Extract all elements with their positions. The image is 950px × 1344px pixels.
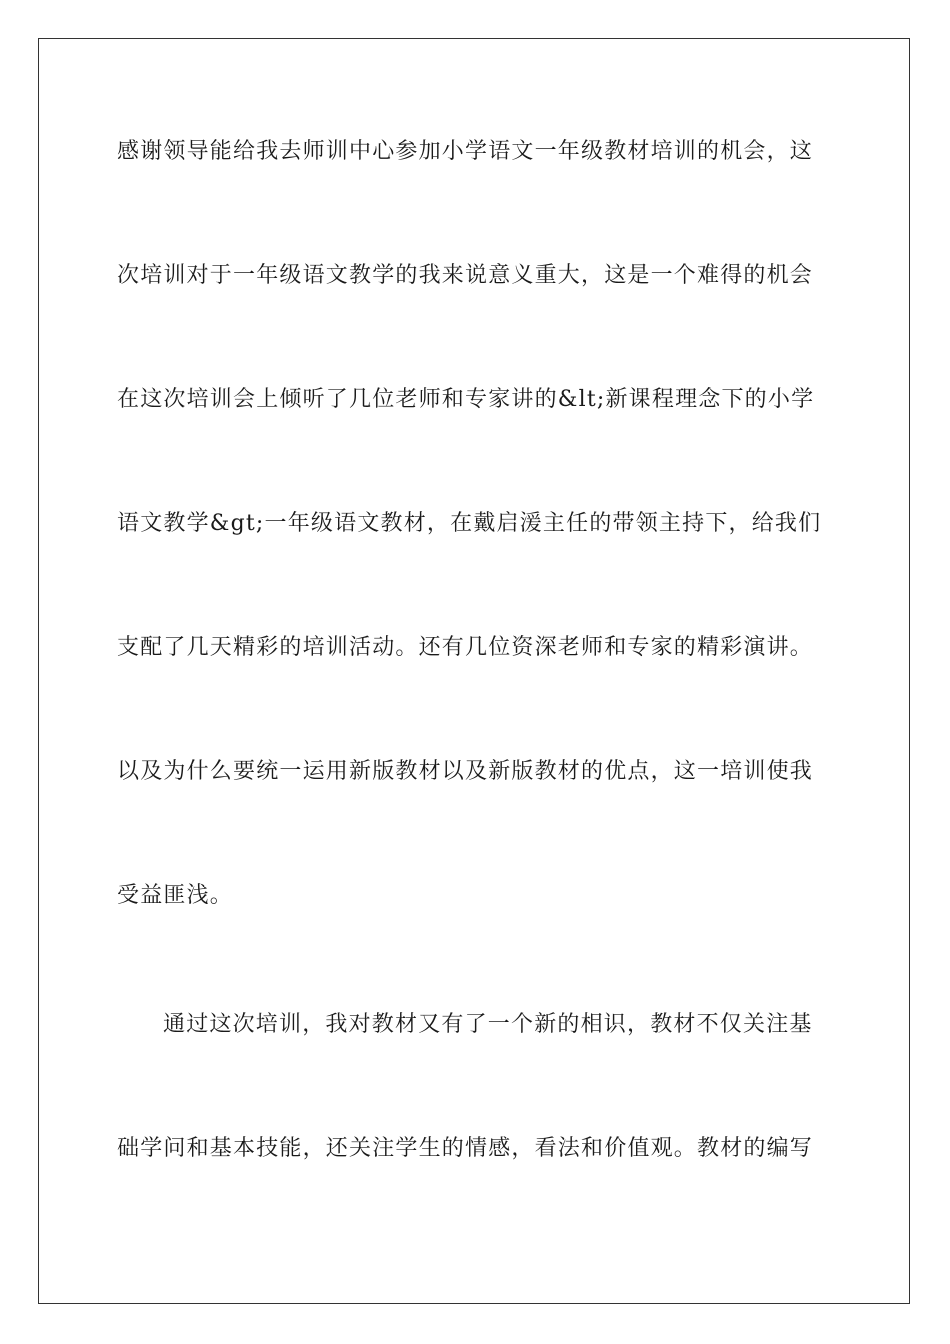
paragraph-line: 语文教学&gt;一年级语文教材，在戴启湲主任的带领主持下，给我们 xyxy=(117,511,822,536)
paragraph-line: 次培训对于一年级语文教学的我来说意义重大，这是一个难得的机会 xyxy=(117,263,814,288)
paragraph-line-indented: 通过这次培训，我对教材又有了一个新的相识，教材不仅关注基 xyxy=(163,1012,813,1037)
paragraph-line: 感谢领导能给我去师训中心参加小学语文一年级教材培训的机会，这 xyxy=(117,139,814,164)
paragraph-line: 以及为什么要统一运用新版教材以及新版教材的优点，这一培训使我 xyxy=(117,759,814,784)
paragraph-line: 础学问和基本技能，还关注学生的情感，看法和价值观。教材的编写 xyxy=(117,1136,814,1161)
page-border xyxy=(38,38,910,1304)
paragraph-line: 支配了几天精彩的培训活动。还有几位资深老师和专家的精彩演讲。 xyxy=(117,635,814,660)
paragraph-line: 在这次培训会上倾听了几位老师和专家讲的&lt;新课程理念下的小学 xyxy=(117,387,815,412)
paragraph-line: 受益匪浅。 xyxy=(117,883,234,908)
